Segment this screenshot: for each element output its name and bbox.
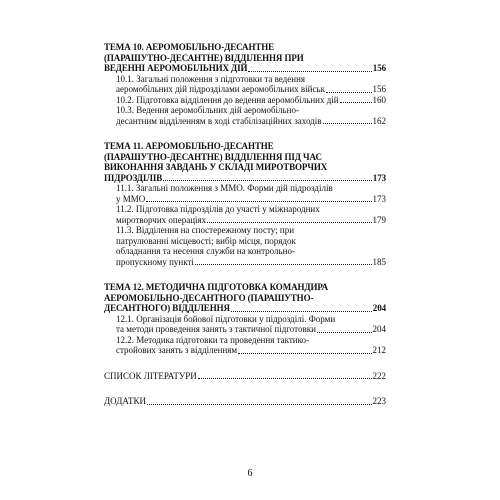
toc-heading-text: ВИКОНАННЯ ЗАВДАНЬ У СКЛАДІ МИРОТВОРЧИХ	[104, 162, 328, 172]
toc-subentry-line	[104, 204, 386, 215]
toc-subentry-text: 10.2. Підготовка відділення до ведення аеромобільних дій	[116, 94, 339, 105]
page-ref: 179	[372, 214, 386, 225]
dot-leader	[207, 222, 371, 223]
toc-entry-text: ДОДАТКИ	[104, 396, 147, 406]
page-number: 6	[247, 468, 253, 479]
page-ref: 156	[372, 63, 386, 73]
page-ref: 160	[372, 94, 386, 105]
toc-subentry-text: 10.1. Загальні положення з підготовки та ведення	[116, 73, 306, 84]
toc-subentry-text: десантним відділенням в ході стабілізаційних заходів	[116, 115, 322, 126]
toc-subentry-text: 11.3. Відділення на спостережному посту; при	[116, 225, 295, 235]
page-ref: 204	[372, 303, 386, 313]
dot-leader	[198, 378, 372, 379]
toc-heading-line	[104, 152, 386, 163]
toc-heading-text: (ПАРАШУТНО-ДЕСАНТНЕ) ВІДДІЛЕННЯ ПІД ЧАС	[104, 151, 322, 162]
dot-leader	[326, 92, 372, 93]
toc-subentry-line	[104, 116, 386, 127]
toc-subentry-line	[104, 314, 386, 325]
toc-section-references	[104, 371, 386, 382]
dot-leader	[340, 102, 372, 103]
toc-subentry-line	[104, 194, 386, 205]
toc-section-appendices	[104, 396, 386, 407]
table-of-contents	[104, 42, 386, 422]
toc-heading-line	[104, 303, 386, 314]
toc-subentry-text: у ММО	[116, 193, 146, 204]
toc-heading-text: ВЕДЕННІ АЕРОМОБІЛЬНИХ ДІЙ	[104, 63, 248, 73]
toc-subentry-line	[104, 225, 386, 236]
toc-subentry-line	[104, 84, 386, 95]
toc-section-topic-10	[104, 42, 386, 126]
dot-leader	[317, 332, 372, 333]
toc-subentry-line	[104, 183, 386, 194]
toc-subentry-line	[104, 215, 386, 226]
toc-subentry-text: 10.3. Ведення аеромобільних дій аеромобільно-	[116, 105, 299, 115]
toc-section-topic-11	[104, 141, 386, 267]
toc-subentry-text: та методи проведення занять з тактичної підготовки	[116, 324, 316, 334]
toc-heading-line	[104, 173, 386, 184]
toc-subentry-line	[104, 335, 386, 346]
dot-leader	[195, 264, 372, 265]
dot-leader	[238, 353, 371, 354]
page-ref: 223	[372, 396, 386, 406]
page-ref: 173	[372, 172, 386, 183]
page-ref: 204	[372, 324, 386, 334]
toc-heading-line	[104, 53, 386, 64]
page-ref: 212	[372, 345, 386, 355]
dot-leader	[231, 311, 372, 312]
toc-subentry-text: миротворчих операціях	[116, 214, 207, 225]
toc-heading-text: АЕРОМОБІЛЬНО-ДЕСАНТНОГО (ПАРАШУТНО-	[104, 292, 314, 303]
toc-subentry-text: 12.1. Організація бойової підготовки у підрозділі. Форми	[116, 313, 336, 324]
toc-entry-line	[104, 371, 386, 382]
toc-heading-text: ДЕСАНТНОГО) ВІДДІЛЕННЯ	[104, 303, 230, 313]
toc-heading-text: (ПАРАШУТНО-ДЕСАНТНЕ) ВІДДІЛЕННЯ ПРИ	[104, 52, 304, 63]
toc-subentry-text: обладнання та несення служби на контрольно-	[116, 246, 295, 256]
page-ref: 222	[372, 370, 386, 381]
toc-subentry-line	[104, 105, 386, 116]
toc-subentry-text: стройових занять з відділенням	[116, 345, 238, 355]
dot-leader	[248, 71, 371, 72]
toc-subentry-line	[104, 95, 386, 106]
toc-subentry-line	[104, 257, 386, 268]
toc-heading-text: ПІДРОЗДІЛІВ	[104, 172, 163, 183]
toc-entry-line	[104, 396, 386, 407]
toc-heading-line	[104, 141, 386, 152]
toc-subentry-line	[104, 345, 386, 356]
toc-heading-text: ТЕМА 10. АЕРОМОБІЛЬНО-ДЕСАНТНЕ	[104, 42, 275, 52]
toc-subentry-line	[104, 246, 386, 257]
toc-section-topic-12	[104, 282, 386, 356]
toc-subentry-text: 11.1. Загальні положення з ММО. Форми дій підрозділів	[116, 183, 333, 193]
toc-heading-line	[104, 282, 386, 293]
toc-subentry-line	[104, 324, 386, 335]
toc-subentry-text: патрулюванні місцевості; вибір місця, порядок	[116, 235, 296, 246]
dot-leader	[163, 180, 372, 181]
toc-heading-line	[104, 42, 386, 53]
toc-subentry-line	[104, 74, 386, 85]
page-ref: 156	[372, 84, 386, 94]
page-ref: 185	[372, 256, 386, 267]
dot-leader	[323, 123, 372, 124]
toc-heading-line	[104, 293, 386, 304]
toc-subentry-line	[104, 236, 386, 247]
toc-subentry-text: 11.2. Підготовка підрозділів до участі у міжнародних	[116, 204, 320, 214]
toc-heading-text: ТЕМА 11. АЕРОМОБІЛЬНО-ДЕСАНТНЕ	[104, 141, 274, 151]
page-ref: 162	[372, 115, 386, 126]
toc-heading-text: ТЕМА 12. МЕТОДИЧНА ПІДГОТОВКА КОМАНДИРА	[104, 282, 329, 292]
toc-heading-line	[104, 162, 386, 173]
toc-subentry-text: 12.2. Методика підготовки та проведення тактико-	[116, 334, 310, 345]
toc-heading-line	[104, 63, 386, 74]
toc-subentry-text: пропускному пункті	[116, 256, 194, 267]
toc-subentry-text: аеромобільних дій підрозділами аеромобільних військ	[116, 84, 325, 94]
toc-entry-text: СПИСОК ЛІТЕРАТУРИ	[104, 370, 197, 381]
page-ref: 173	[372, 193, 386, 204]
dot-leader	[147, 404, 371, 405]
dot-leader	[146, 201, 371, 202]
